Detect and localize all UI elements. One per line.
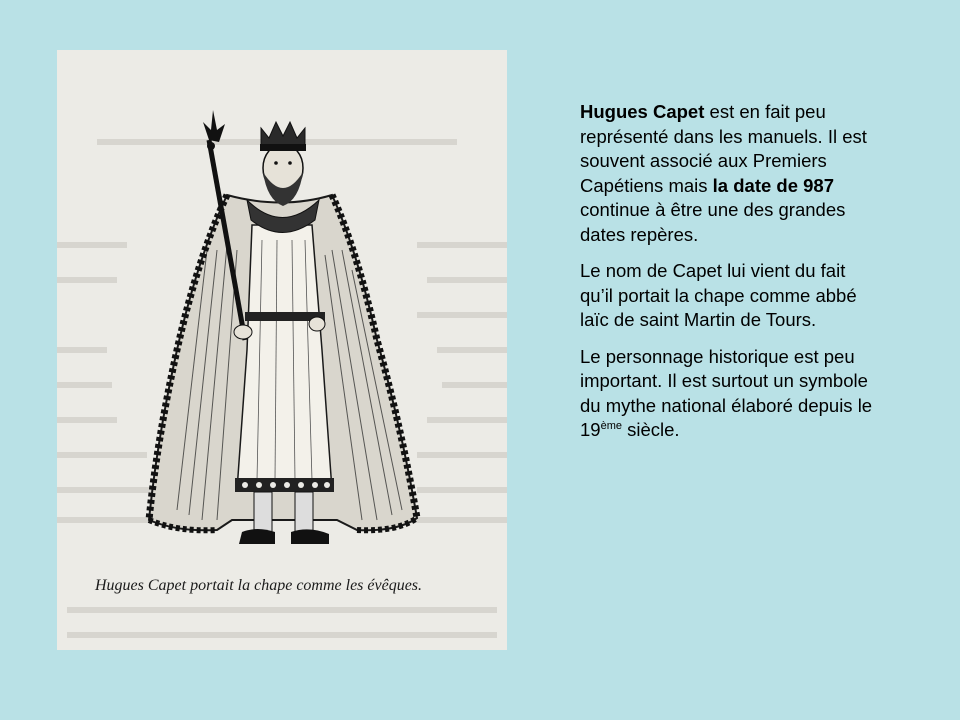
paragraph-3-text-b: siècle.: [621, 419, 680, 440]
century-superscript: ème: [600, 420, 622, 432]
engraving-illustration: [57, 50, 507, 650]
paragraph-3-text-a: Le personnage historique est peu important. Il est surtout un symbole du mythe national élaboré depuis le 19: [580, 345, 873, 440]
bold-date: la date de 987: [712, 174, 834, 196]
paragraph-1: [580, 100, 880, 247]
paragraph-1-text-a: est en fait peu représenté dans les manuels. Il est souvent associé aux Premiers Capétiens mais: [580, 101, 867, 196]
paragraph-3: [580, 345, 880, 443]
paragraph-1-text-b: continue à être une des grandes dates repères.: [580, 199, 846, 245]
text-column: [580, 100, 880, 455]
engraving-caption: Hugues Capet portait la chape comme les évêques.: [95, 577, 423, 594]
paragraph-2: Le nom de Capet lui vient du fait qu’il portait la chape comme abbé laïc de saint Martin de Tours.: [580, 260, 857, 330]
hugues-capet-engraving: [57, 50, 507, 650]
bold-name: Hugues Capet: [580, 101, 705, 122]
